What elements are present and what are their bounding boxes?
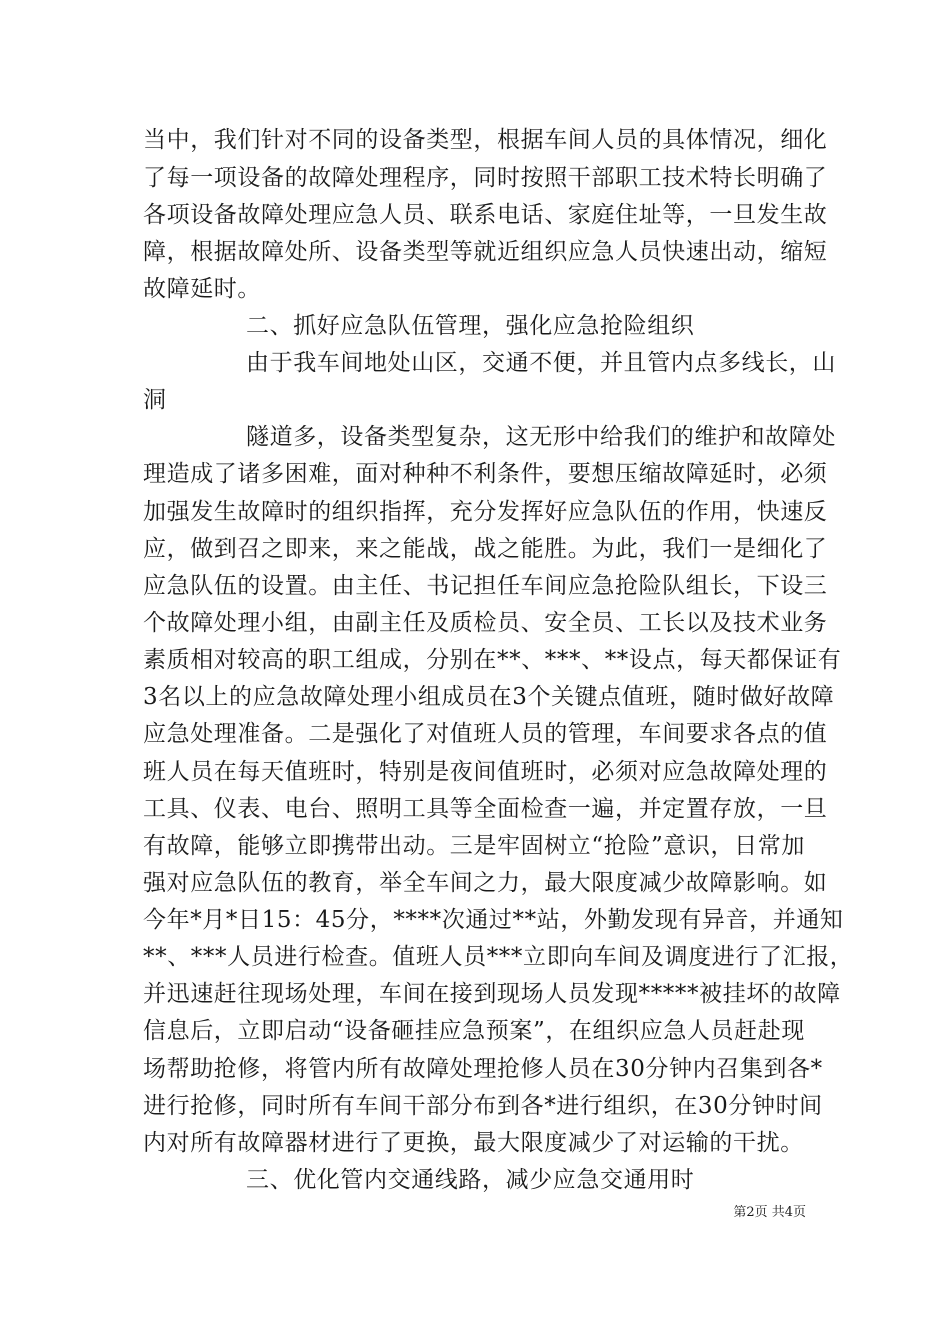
text-line: 各项设备故障处理应急人员、联系电话、家庭住址等，一旦发生故	[143, 202, 828, 228]
text-line: 素质相对较高的职工组成，分别在**、***、**设点，每天都保证有	[143, 647, 842, 673]
text-line: 加强发生故障时的组织指挥，充分发挥好应急队伍的作用，快速反	[143, 499, 828, 525]
section-heading: 二、抓好应急队伍管理，强化应急抢险组织	[246, 313, 695, 339]
text-line: 当中，我们针对不同的设备类型，根据车间人员的具体情况，细化	[143, 127, 828, 153]
text-line: 信息后，立即启动“设备砸挂应急预案”，在组织应急人员赶赴现	[143, 1018, 805, 1044]
text-line: 工具、仪表、电台、照明工具等全面检查一遍，并定置存放，一旦	[143, 796, 828, 822]
text-line: 有故障，能够立即携带出动。三是牢固树立“抢险”意识，日常加	[143, 833, 805, 859]
text-line: 应急处理准备。二是强化了对值班人员的管理，车间要求各点的值	[143, 721, 828, 747]
text-line: 场帮助抢修，将管内所有故障处理抢修人员在30分钟内召集到各*	[143, 1056, 823, 1082]
section-heading: 三、优化管内交通线路，减少应急交通用时	[246, 1167, 695, 1193]
text-line: 3名以上的应急故障处理小组成员在3个关键点值班，随时做好故障	[143, 684, 835, 710]
text-line: 个故障处理小组，由副主任及质检员、安全员、工长以及技术业务	[143, 610, 828, 636]
text-line: 今年*月*日15：45分，****次通过**站，外勤发现有异音，并通知	[143, 907, 844, 933]
text-line: 应急队伍的设置。由主任、书记担任车间应急抢险队组长，下设三	[143, 573, 828, 599]
page-number-footer: 第2页 共4页	[733, 1205, 806, 1220]
text-line: **、***人员进行检查。值班人员***立即向车间及调度进行了汇报，	[143, 944, 854, 970]
text-line: 故障延时。	[143, 276, 261, 302]
text-line: 应，做到召之即来，来之能战，战之能胜。为此，我们一是细化了	[143, 536, 828, 562]
text-line: 洞	[143, 387, 167, 413]
text-line: 进行抢修，同时所有车间干部分布到各*进行组织，在30分钟时间	[143, 1093, 823, 1119]
text-line: 班人员在每天值班时，特别是夜间值班时，必须对应急故障处理的	[143, 759, 828, 785]
text-line: 了每一项设备的故障处理程序，同时按照干部职工技术特长明确了	[143, 165, 828, 191]
text-line: 内对所有故障器材进行了更换，最大限度减少了对运输的干扰。	[143, 1130, 804, 1156]
text-line: 障，根据故障处所、设备类型等就近组织应急人员快速出动，缩短	[143, 239, 828, 265]
text-line: 由于我车间地处山区，交通不便，并且管内点多线长，山	[246, 350, 836, 376]
text-line: 隧道多，设备类型复杂，这无形中给我们的维护和故障处	[246, 424, 836, 450]
text-line: 强对应急队伍的教育，举全车间之力，最大限度减少故障影响。如	[143, 870, 828, 896]
text-line: 并迅速赶往现场处理，车间在接到现场人员发现*****被挂坏的故障	[143, 981, 841, 1007]
text-line: 理造成了诸多困难，面对种种不利条件，要想压缩故障延时，必须	[143, 461, 828, 487]
